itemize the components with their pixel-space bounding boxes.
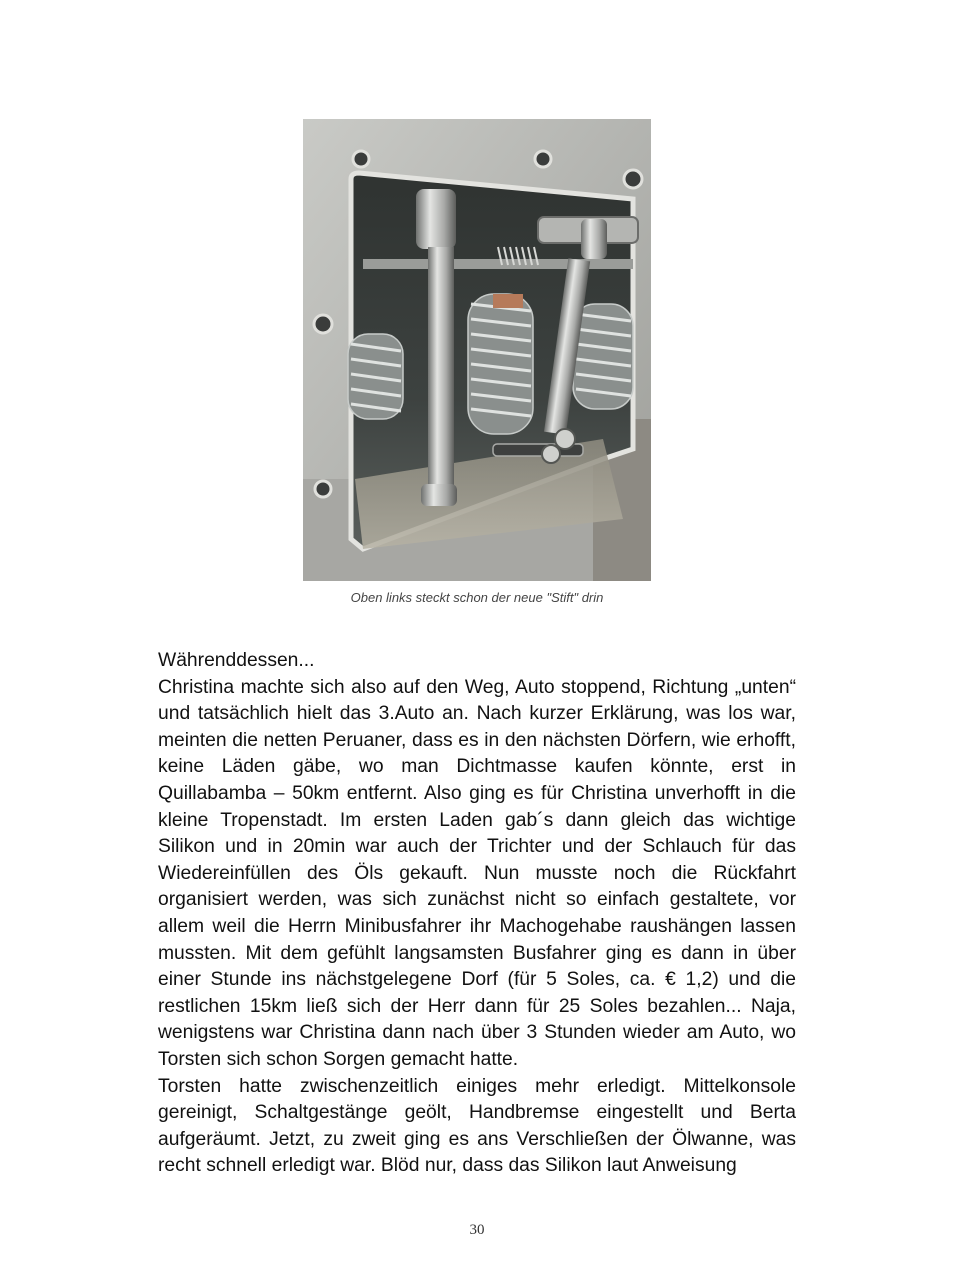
gearbox-photo	[303, 119, 651, 581]
paragraph: Christina machte sich also auf den Weg, Auto stoppend, Richtung „unten“ und tatsächlich hielt das 3.Auto an. Nach kurzer Erklärung, was los war, meinten die netten Peruaner, dass es in den nächsten Dörfern, wie erhofft, keine Läden gäbe, wo man Dichtmasse kaufen könnte, erst in Quillabamba – 50km entfernt. Also ging es für Christina unverhofft in die kleine Tropenstadt. Im ersten Laden gab´s dann gleich das wichtige Silikon und in 20min war auch der Trichter und der Schlauch für das Wiedereinfüllen des Öls gekauft. Nun musste noch die Rückfahrt organisiert werden, was sich zunächst nicht so einfach gestaltete, vor allem weil die Herrn Minibusfahrer ihr Machogehabe raushängen lassen mussten. Mit dem gefühlt langsamsten Busfahrer ging es dann in über einer Stunde ins nächstgelegene Dorf (für 5 Soles, ca. € 1,2) und die restlichen 15km ließ sich der Herr dann für 25 Soles bezahlen... Naja, wenigstens war Christina dann nach über 3 Stunden wieder am Auto, wo Torsten sich schon Sorgen gemacht hatte.	[158, 676, 796, 1070]
figure-caption: Oben links steckt schon der neue "Stift" drin	[350, 590, 604, 605]
section-heading: Währenddessen...	[158, 650, 315, 671]
article-body	[158, 648, 796, 1180]
page-number: 30	[469, 1222, 485, 1238]
paragraph: Torsten hatte zwischenzeitlich einiges mehr erledigt. Mittelkonsole gereinigt, Schaltgestänge geölt, Handbremse eingestellt und Berta aufgeräumt. Jetzt, zu zweit ging es ans Verschließen der Ölwanne, was recht schnell erledigt war. Blöd nur, dass das Silikon laut Anweisung	[158, 1075, 796, 1177]
